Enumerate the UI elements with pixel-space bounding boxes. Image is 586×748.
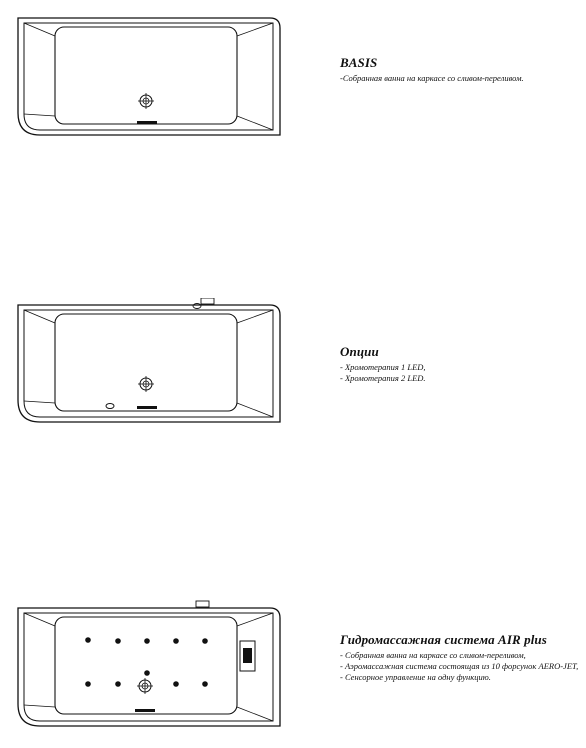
control-panel-icon (240, 641, 255, 671)
bathtub-drawing-air-plus (0, 598, 300, 748)
section-title: BASIS (340, 55, 378, 70)
drain-icon (138, 376, 154, 392)
section-line: -Собранная ванна на каркасе со сливом-переливом. (340, 73, 524, 83)
section-line: - Аэромассажная система состоящая из 10 форсунок AERO-JET, (340, 661, 579, 671)
section-options (340, 344, 580, 384)
section-line: - Хромотерапия 1 LED, (340, 362, 426, 372)
section-air-plus (340, 632, 580, 683)
drain-icon (138, 93, 154, 109)
section-line: - Сенсорное управление на одну функцию. (340, 672, 491, 682)
section-line: - Собранная ванна на каркасе со сливом-переливом, (340, 650, 526, 660)
section-basis (340, 55, 580, 84)
bathtub-drawing-options (0, 298, 300, 448)
drain-icon (137, 678, 153, 694)
bathtub-drawing-basis (0, 10, 300, 160)
section-title: Опции (340, 344, 379, 359)
section-title: Гидромассажная система AIR plus (340, 632, 547, 647)
section-line: - Хромотерапия 2 LED. (340, 373, 426, 383)
